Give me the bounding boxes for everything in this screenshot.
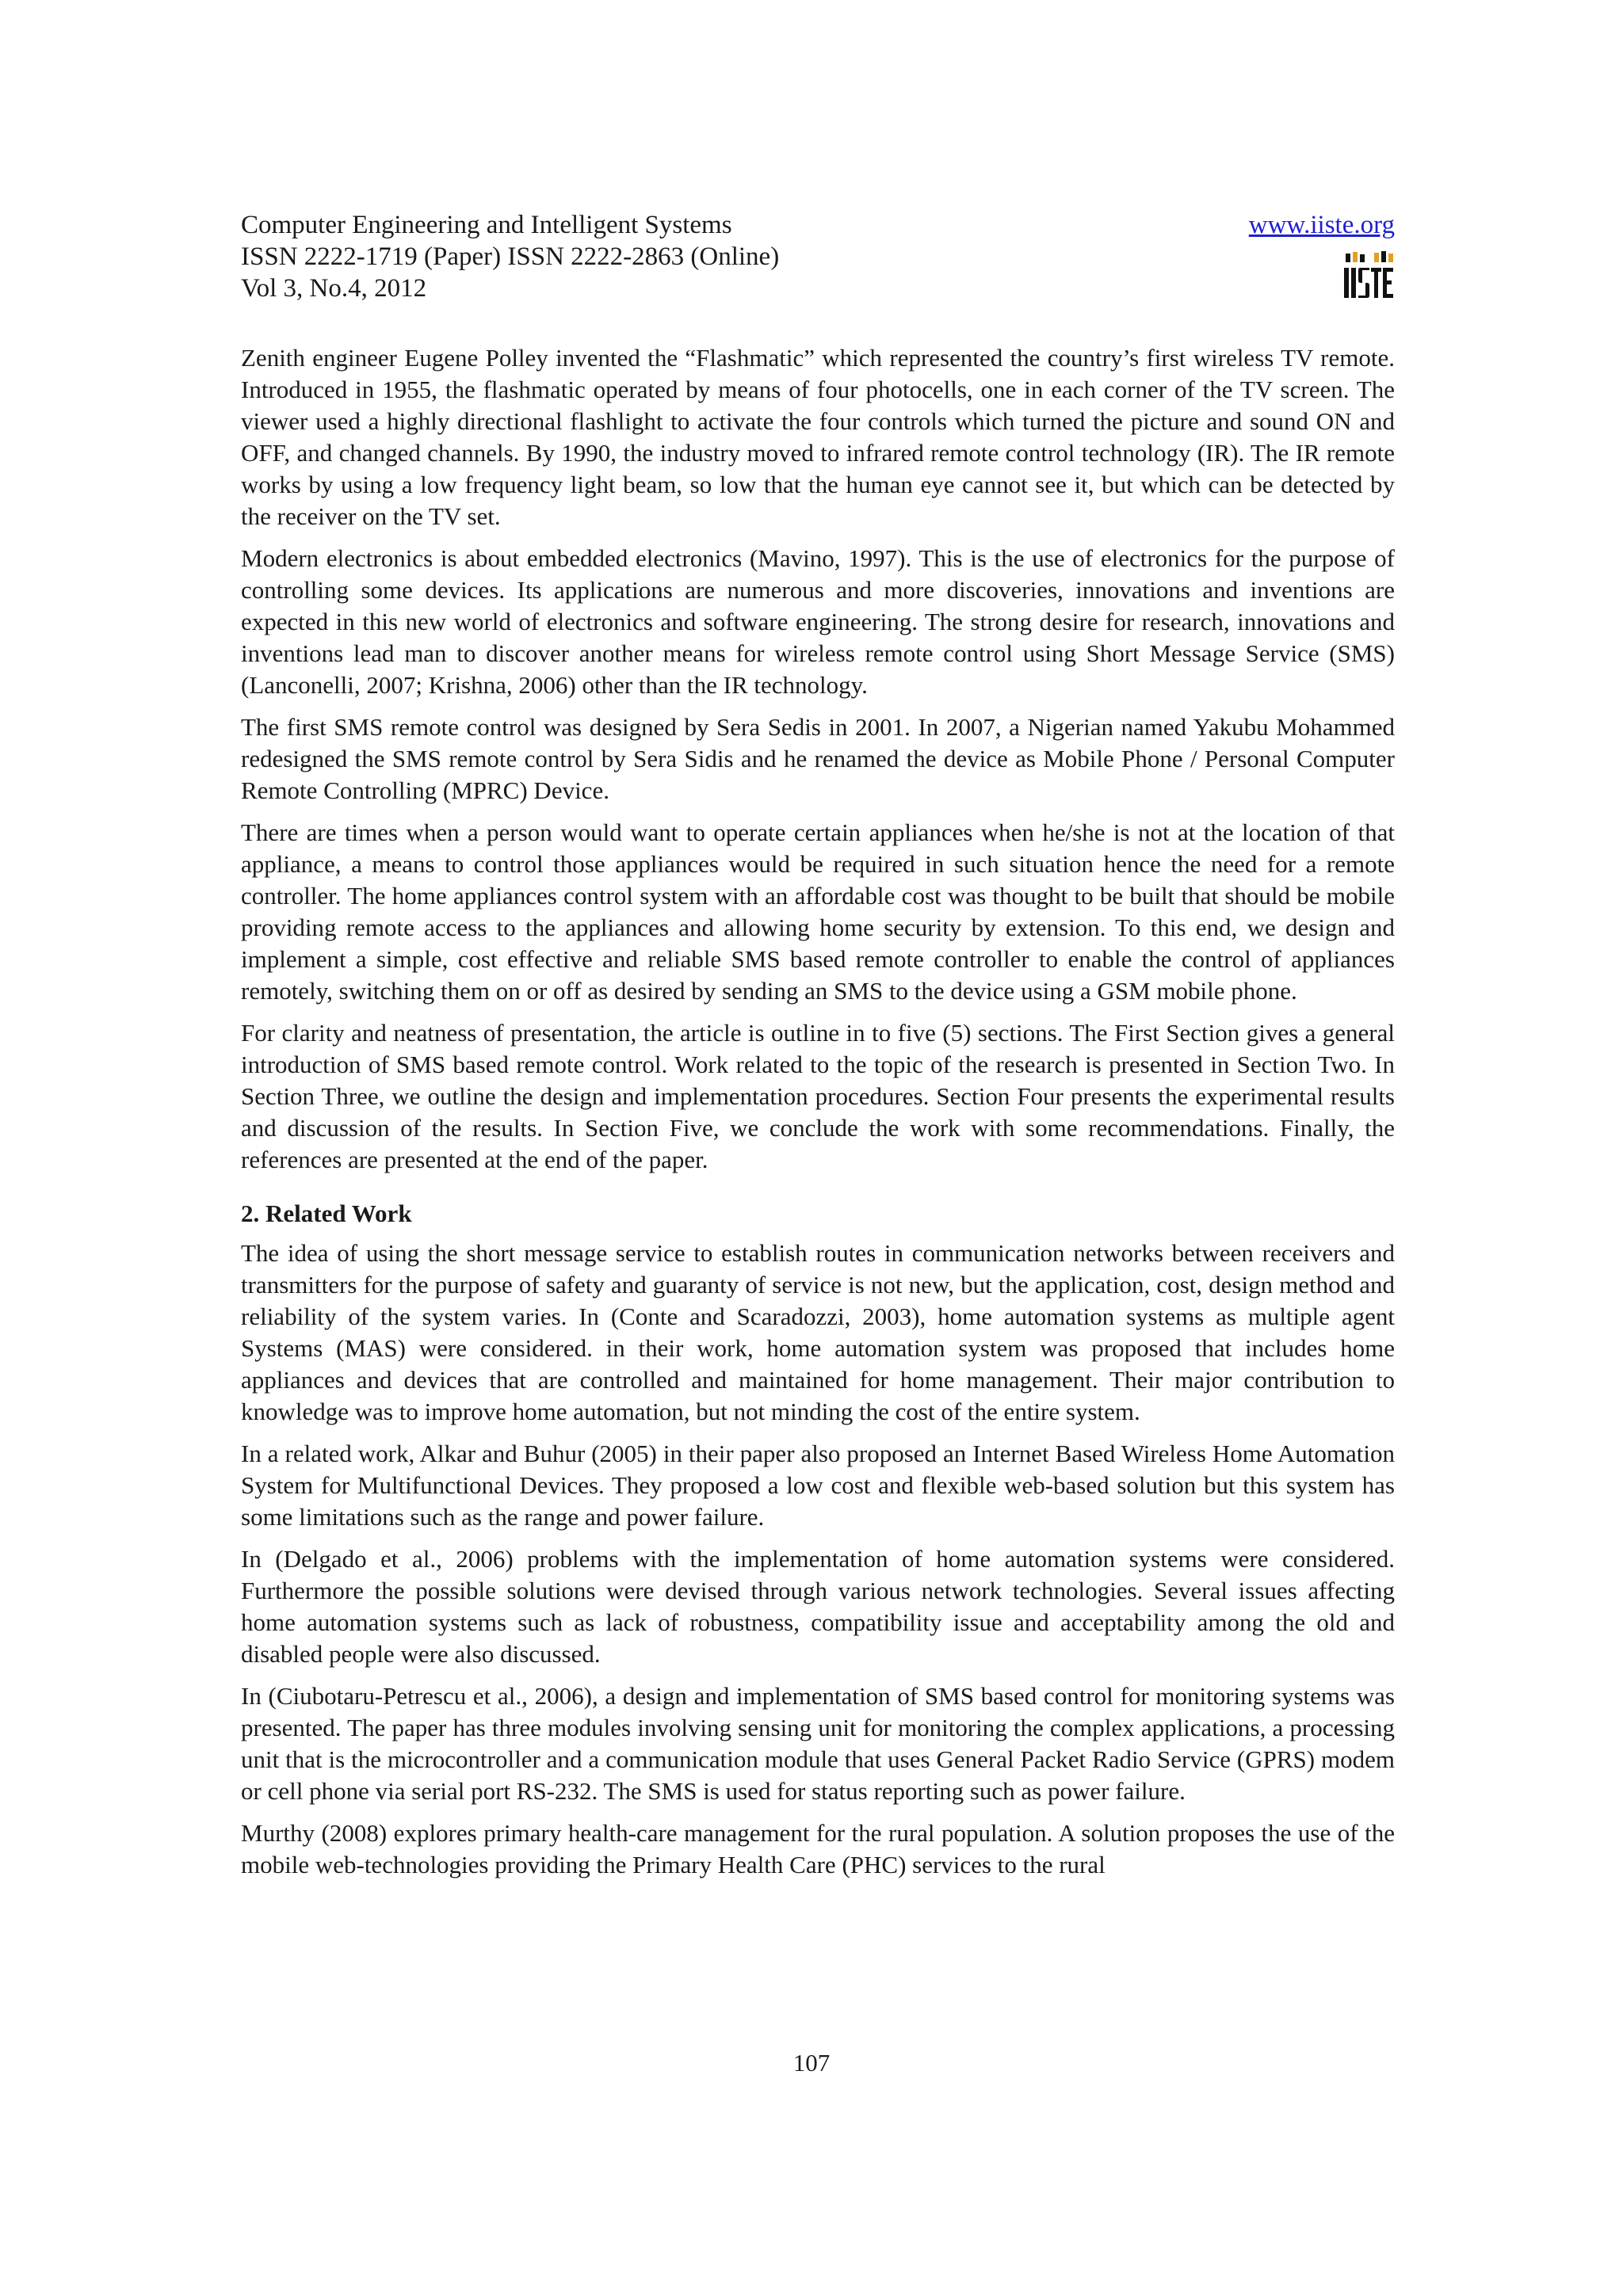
paragraph-ciubotaru: In (Ciubotaru-Petrescu et al., 2006), a design and implementation of SMS based control for monitoring systems was presented. The paper has three modules involving sensing unit for monitoring the complex applications, a processing unit that is the microcontroller and a communication module that uses General Packet Radio Service (GPRS) modem or cell phone via serial port RS-232. The SMS is used for status reporting such as power failure. [241, 1682, 1395, 1805]
page-header [241, 209, 1395, 312]
paragraph-delgado: In (Delgado et al., 2006) problems with the implementation of home automation systems were considered. Furthermore the possible solutions were devised through various network technologies. Several issues affecting home automation systems such as lack of robustness, compatibility issue and acceptability among the old and disabled people were also discussed. [241, 1545, 1395, 1668]
journal-title: Computer Engineering and Intelligent Systems [241, 211, 732, 239]
paragraph-murthy: Murthy (2008) explores primary health-care management for the rural population. A solution proposes the use of the mobile web-technologies providing the Primary Health Care (PHC) services to the rural [241, 1819, 1395, 1878]
paragraph-related-work-intro: The idea of using the short message service to establish routes in communication networks between receivers and transmitters for the purpose of safety and guaranty of service is not new, but the application, cost, design method and reliability of the system varies. In (Conte and Scaradozzi, 2003), home automation systems as multiple agent Systems (MAS) were considered. in their work, home automation system was proposed that includes home appliances and devices that are controlled and maintained for home management. Their major contribution to knowledge was to improve home automation, but not minding the cost of the entire system. [241, 1239, 1395, 1425]
paragraph-outline: For clarity and neatness of presentation, the article is outline in to five (5) sections. The First Section gives a general introduction of SMS based remote control. Work related to the topic of the research is presented in Section Two. In Section Three, we outline the design and implementation procedures. Section Four presents the experimental results and discussion of the results. In Section Five, we conclude the work with some recommendations. Finally, the references are presented at the end of the paper. [241, 1019, 1395, 1173]
paragraph-alkar-buhur: In a related work, Alkar and Buhur (2005) in their paper also proposed an Internet Based Wireless Home Automation System for Multifunctional Devices. They proposed a low cost and flexible web-based solution but this system has some limitations such as the range and power failure. [241, 1440, 1395, 1531]
journal-website-link[interactable]: www.iiste.org [1248, 211, 1395, 239]
paragraph-flashmatic: Zenith engineer Eugene Polley invented the “Flashmatic” which represented the country’s first wireless TV remote. Introduced in 1955, the flashmatic operated by means of four photocells, one in each corner of the TV screen. The viewer used a highly directional flashlight to activate the four controls which turned the picture and sound ON and OFF, and changed channels. By 1990, the industry moved to infrared remote control technology (IR). The IR remote works by using a low frequency light beam, so low that the human eye cannot see it, but which can be detected by the receiver on the TV set. [241, 344, 1395, 530]
paragraph-first-sms-remote: The first SMS remote control was designed by Sera Sedis in 2001. In 2007, a Nigerian named Yakubu Mohammed redesigned the SMS remote control by Sera Sidis and he renamed the device as Mobile Phone / Personal Computer Remote Controlling (MPRC) Device. [241, 713, 1395, 804]
paragraph-motivation: There are times when a person would want to operate certain appliances when he/she is not at the location of that appliance, a means to control those appliances would be required in such situation hence the need for a remote controller. The home appliances control system with an affordable cost was thought to be built that should be mobile providing remote access to the appliances and allowing home security by extension. To this end, we design and implement a simple, cost effective and reliable SMS based remote controller to enable the control of appliances remotely, switching them on or off as desired by sending an SMS to the device using a GSM mobile phone. [241, 818, 1395, 1005]
page-number: 107 [792, 2049, 831, 2077]
iiste-logo-icon [1342, 250, 1395, 299]
volume-line: Vol 3, No.4, 2012 [241, 274, 427, 303]
journal-info [241, 209, 1113, 304]
issn-line: ISSN 2222-1719 (Paper) ISSN 2222-2863 (Online) [241, 242, 780, 271]
article-body [241, 342, 1395, 1891]
section-heading-related-work: 2. Related Work [241, 1199, 412, 1227]
paragraph-embedded-electronics: Modern electronics is about embedded electronics (Mavino, 1997). This is the use of electronics for the purpose of controlling some devices. Its applications are numerous and more discoveries, innovations and inventions are expected in this new world of electronics and software engineering. The strong desire for research, innovations and inventions lead man to discover another means for wireless remote control using Short Message Service (SMS) (Lanconelli, 2007; Krishna, 2006) other than the IR technology. [241, 544, 1395, 699]
